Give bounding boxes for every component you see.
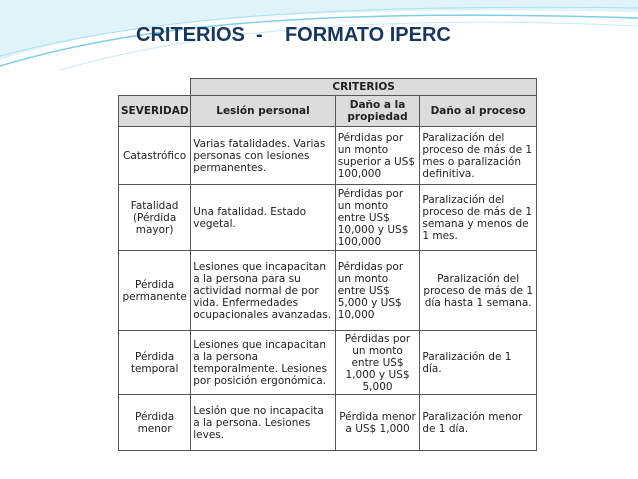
column-header-row	[119, 96, 537, 127]
proceso-cell: Paralización de 1 día.	[420, 331, 537, 395]
table-row	[119, 331, 537, 395]
lesion-cell: Una fatalidad. Estado vegetal.	[191, 185, 335, 251]
criteria-table	[118, 78, 537, 451]
lesion-cell: Lesiones que incapacitan a la persona temporalmente. Lesiones por posición ergonómica.	[191, 331, 335, 395]
table-row	[119, 395, 537, 451]
header-lesion-personal: Lesión personal	[191, 96, 335, 127]
severity-cell: Pérdida menor	[119, 395, 191, 451]
severity-cell: Fatalidad (Pérdida mayor)	[119, 185, 191, 251]
severity-cell: Catastrófico	[119, 127, 191, 185]
proceso-cell: Paralización del proceso de más de 1 día hasta 1 semana.	[420, 251, 537, 331]
table-row	[119, 127, 537, 185]
header-dano-proceso: Daño al proceso	[420, 96, 537, 127]
proceso-cell: Paralización del proceso de más de 1 semana y menos de 1 mes.	[420, 185, 537, 251]
severity-cell: Pérdida permanente	[119, 251, 191, 331]
group-header-row	[119, 79, 537, 96]
propiedad-cell: Pérdidas por un monto entre US$ 10,000 y US$ 100,000	[335, 185, 420, 251]
lesion-cell: Varias fatalidades. Varias personas con lesiones permanentes.	[191, 127, 335, 185]
propiedad-cell: Pérdidas por un monto entre US$ 5,000 y US$ 10,000	[335, 251, 420, 331]
propiedad-cell: Pérdida menor a US$ 1,000	[335, 395, 420, 451]
title-separator: -	[256, 24, 263, 46]
title-left: CRITERIOS	[136, 24, 245, 46]
criterios-header: CRITERIOS	[191, 79, 537, 96]
proceso-cell: Paralización del proceso de más de 1 mes o paralización definitiva.	[420, 127, 537, 185]
slide-title	[136, 24, 451, 47]
header-dano-propiedad: Daño a la propiedad	[335, 96, 420, 127]
lesion-cell: Lesión que no incapacita a la persona. Lesiones leves.	[191, 395, 335, 451]
propiedad-cell: Pérdidas por un monto superior a US$ 100,000	[335, 127, 420, 185]
title-right: FORMATO IPERC	[284, 24, 451, 46]
table-row	[119, 251, 537, 331]
header-severidad: SEVERIDAD	[119, 96, 191, 127]
header-blank-cell	[119, 79, 191, 96]
lesion-cell: Lesiones que incapacitan a la persona para su actividad normal de por vida. Enfermedades ocupacionales avanzadas.	[191, 251, 335, 331]
proceso-cell: Paralización menor de 1 día.	[420, 395, 537, 451]
propiedad-cell: Pérdidas por un monto entre US$ 1,000 y US$ 5,000	[335, 331, 420, 395]
severity-cell: Pérdida temporal	[119, 331, 191, 395]
table-row	[119, 185, 537, 251]
